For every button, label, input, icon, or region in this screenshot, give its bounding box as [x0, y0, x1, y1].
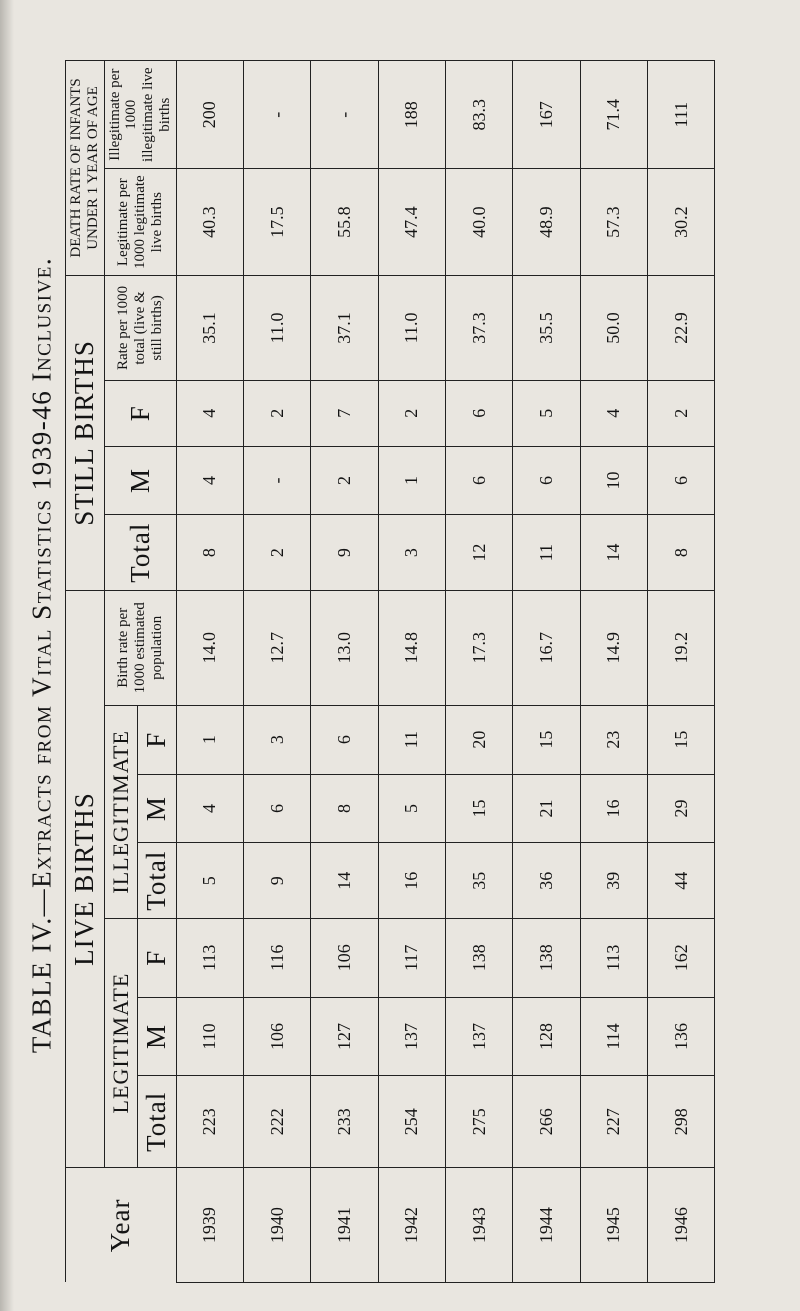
cell-illegit-death: 200 — [176, 61, 243, 169]
cell-ill-f: 20 — [445, 705, 512, 774]
cell-leg-total: 227 — [580, 1076, 647, 1168]
cell-year: 1943 — [445, 1168, 512, 1283]
header-legitimate: LEGITIMATE — [104, 918, 137, 1167]
cell-still-m: 1 — [378, 446, 445, 515]
header-leg-total: Total — [137, 1076, 176, 1168]
cell-illegit-death: 83.3 — [445, 61, 512, 169]
cell-legit-death: 47.4 — [378, 169, 445, 276]
header-ill-total: Total — [137, 843, 176, 918]
cell-leg-total: 233 — [311, 1076, 378, 1168]
cell-legit-death: 30.2 — [647, 169, 714, 276]
cell-leg-f: 113 — [176, 918, 243, 997]
cell-leg-f: 162 — [647, 918, 714, 997]
cell-leg-m: 127 — [311, 997, 378, 1076]
cell-leg-m: 114 — [580, 997, 647, 1076]
table-row — [513, 61, 580, 1283]
cell-birth-rate: 12.7 — [244, 590, 311, 705]
header-leg-f: F — [137, 918, 176, 997]
cell-legit-death: 55.8 — [311, 169, 378, 276]
cell-year: 1940 — [244, 1168, 311, 1283]
cell-legit-death: 40.3 — [176, 169, 243, 276]
cell-illegit-death: 167 — [513, 61, 580, 169]
page-title: TABLE IV.—Extracts from Vital Statistics 1939-46 Inclusive. — [26, 256, 57, 1054]
page-edge-shadow — [0, 0, 14, 1311]
cell-illegit-death: 111 — [647, 61, 714, 169]
table-row — [244, 61, 311, 1283]
cell-ill-f: 6 — [311, 705, 378, 774]
header-infant-death-rate: DEATH RATE OF INFANTS UNDER 1 YEAR OF AGE — [66, 61, 105, 276]
cell-leg-m: 137 — [378, 997, 445, 1076]
cell-still-f: 4 — [580, 380, 647, 446]
header-still-m: M — [104, 446, 176, 515]
cell-ill-total: 14 — [311, 843, 378, 918]
vital-statistics-table-wrapper — [65, 60, 710, 1283]
cell-legit-death: 17.5 — [244, 169, 311, 276]
cell-still-rate: 35.5 — [513, 275, 580, 380]
cell-year: 1942 — [378, 1168, 445, 1283]
cell-leg-m: 110 — [176, 997, 243, 1076]
cell-ill-total: 36 — [513, 843, 580, 918]
cell-leg-total: 254 — [378, 1076, 445, 1168]
cell-leg-f: 117 — [378, 918, 445, 997]
cell-still-rate: 50.0 — [580, 275, 647, 380]
cell-legit-death: 40.0 — [445, 169, 512, 276]
cell-still-total: 2 — [244, 515, 311, 590]
cell-ill-f: 15 — [513, 705, 580, 774]
cell-leg-f: 138 — [513, 918, 580, 997]
cell-ill-f: 3 — [244, 705, 311, 774]
cell-still-m: 10 — [580, 446, 647, 515]
cell-ill-m: 4 — [176, 774, 243, 843]
cell-still-m: 4 — [176, 446, 243, 515]
cell-leg-total: 298 — [647, 1076, 714, 1168]
cell-birth-rate: 13.0 — [311, 590, 378, 705]
cell-illegit-death: - — [311, 61, 378, 169]
cell-ill-f: 11 — [378, 705, 445, 774]
cell-leg-f: 138 — [445, 918, 512, 997]
cell-still-f: 4 — [176, 380, 243, 446]
cell-leg-m: 136 — [647, 997, 714, 1076]
cell-still-m: - — [244, 446, 311, 515]
vital-statistics-table — [65, 60, 715, 1283]
cell-leg-m: 137 — [445, 997, 512, 1076]
table-row — [580, 61, 647, 1283]
cell-birth-rate: 17.3 — [445, 590, 512, 705]
cell-still-m: 2 — [311, 446, 378, 515]
header-still-births: STILL BIRTHS — [66, 275, 105, 590]
cell-ill-m: 15 — [445, 774, 512, 843]
cell-still-total: 11 — [513, 515, 580, 590]
cell-leg-f: 113 — [580, 918, 647, 997]
cell-ill-total: 5 — [176, 843, 243, 918]
cell-still-rate: 37.1 — [311, 275, 378, 380]
cell-ill-m: 5 — [378, 774, 445, 843]
header-illegit-death: Illegitimate per 1000 illegitimate live births — [104, 61, 176, 169]
cell-leg-total: 275 — [445, 1076, 512, 1168]
cell-ill-total: 44 — [647, 843, 714, 918]
cell-ill-m: 6 — [244, 774, 311, 843]
cell-birth-rate: 19.2 — [647, 590, 714, 705]
cell-still-total: 8 — [176, 515, 243, 590]
header-still-f: F — [104, 380, 176, 446]
cell-illegit-death: 188 — [378, 61, 445, 169]
cell-still-f: 2 — [244, 380, 311, 446]
cell-ill-m: 16 — [580, 774, 647, 843]
header-ill-m: M — [137, 774, 176, 843]
cell-still-rate: 37.3 — [445, 275, 512, 380]
cell-leg-total: 266 — [513, 1076, 580, 1168]
cell-still-total: 3 — [378, 515, 445, 590]
cell-ill-f: 1 — [176, 705, 243, 774]
table-row — [445, 61, 512, 1283]
cell-still-rate: 11.0 — [244, 275, 311, 380]
header-leg-m: M — [137, 997, 176, 1076]
cell-leg-m: 106 — [244, 997, 311, 1076]
header-illegitimate: ILLEGITIMATE — [104, 705, 137, 918]
header-legit-death: Legitimate per 1000 legitimate live births — [104, 169, 176, 276]
cell-still-f: 5 — [513, 380, 580, 446]
cell-illegit-death: 71.4 — [580, 61, 647, 169]
cell-still-m: 6 — [445, 446, 512, 515]
cell-leg-f: 106 — [311, 918, 378, 997]
cell-ill-f: 23 — [580, 705, 647, 774]
cell-year: 1941 — [311, 1168, 378, 1283]
cell-still-rate: 35.1 — [176, 275, 243, 380]
cell-still-total: 12 — [445, 515, 512, 590]
cell-still-rate: 11.0 — [378, 275, 445, 380]
cell-year: 1944 — [513, 1168, 580, 1283]
cell-still-m: 6 — [513, 446, 580, 515]
cell-birth-rate: 16.7 — [513, 590, 580, 705]
cell-still-rate: 22.9 — [647, 275, 714, 380]
header-year: Year — [66, 1168, 177, 1283]
cell-ill-total: 35 — [445, 843, 512, 918]
cell-still-m: 6 — [647, 446, 714, 515]
cell-legit-death: 48.9 — [513, 169, 580, 276]
cell-birth-rate: 14.9 — [580, 590, 647, 705]
cell-still-total: 14 — [580, 515, 647, 590]
table-row — [311, 61, 378, 1283]
cell-ill-f: 15 — [647, 705, 714, 774]
cell-birth-rate: 14.0 — [176, 590, 243, 705]
cell-ill-total: 16 — [378, 843, 445, 918]
cell-legit-death: 57.3 — [580, 169, 647, 276]
cell-ill-total: 9 — [244, 843, 311, 918]
cell-still-total: 8 — [647, 515, 714, 590]
header-ill-f: F — [137, 705, 176, 774]
cell-still-f: 7 — [311, 380, 378, 446]
cell-leg-f: 116 — [244, 918, 311, 997]
cell-illegit-death: - — [244, 61, 311, 169]
table-row — [176, 61, 243, 1283]
cell-year: 1946 — [647, 1168, 714, 1283]
cell-ill-total: 39 — [580, 843, 647, 918]
cell-year: 1945 — [580, 1168, 647, 1283]
header-still-rate: Rate per 1000 total (live & still births) — [104, 275, 176, 380]
cell-leg-total: 222 — [244, 1076, 311, 1168]
cell-leg-total: 223 — [176, 1076, 243, 1168]
table-row — [647, 61, 714, 1283]
table-row — [378, 61, 445, 1283]
cell-still-f: 2 — [647, 380, 714, 446]
header-live-births: LIVE BIRTHS — [66, 590, 105, 1167]
cell-birth-rate: 14.8 — [378, 590, 445, 705]
cell-ill-m: 29 — [647, 774, 714, 843]
cell-still-total: 9 — [311, 515, 378, 590]
cell-year: 1939 — [176, 1168, 243, 1283]
cell-leg-m: 128 — [513, 997, 580, 1076]
cell-ill-m: 21 — [513, 774, 580, 843]
cell-ill-m: 8 — [311, 774, 378, 843]
cell-still-f: 2 — [378, 380, 445, 446]
cell-still-f: 6 — [445, 380, 512, 446]
header-still-total: Total — [104, 515, 176, 590]
header-birth-rate: Birth rate per 1000 estimated population — [104, 590, 176, 705]
